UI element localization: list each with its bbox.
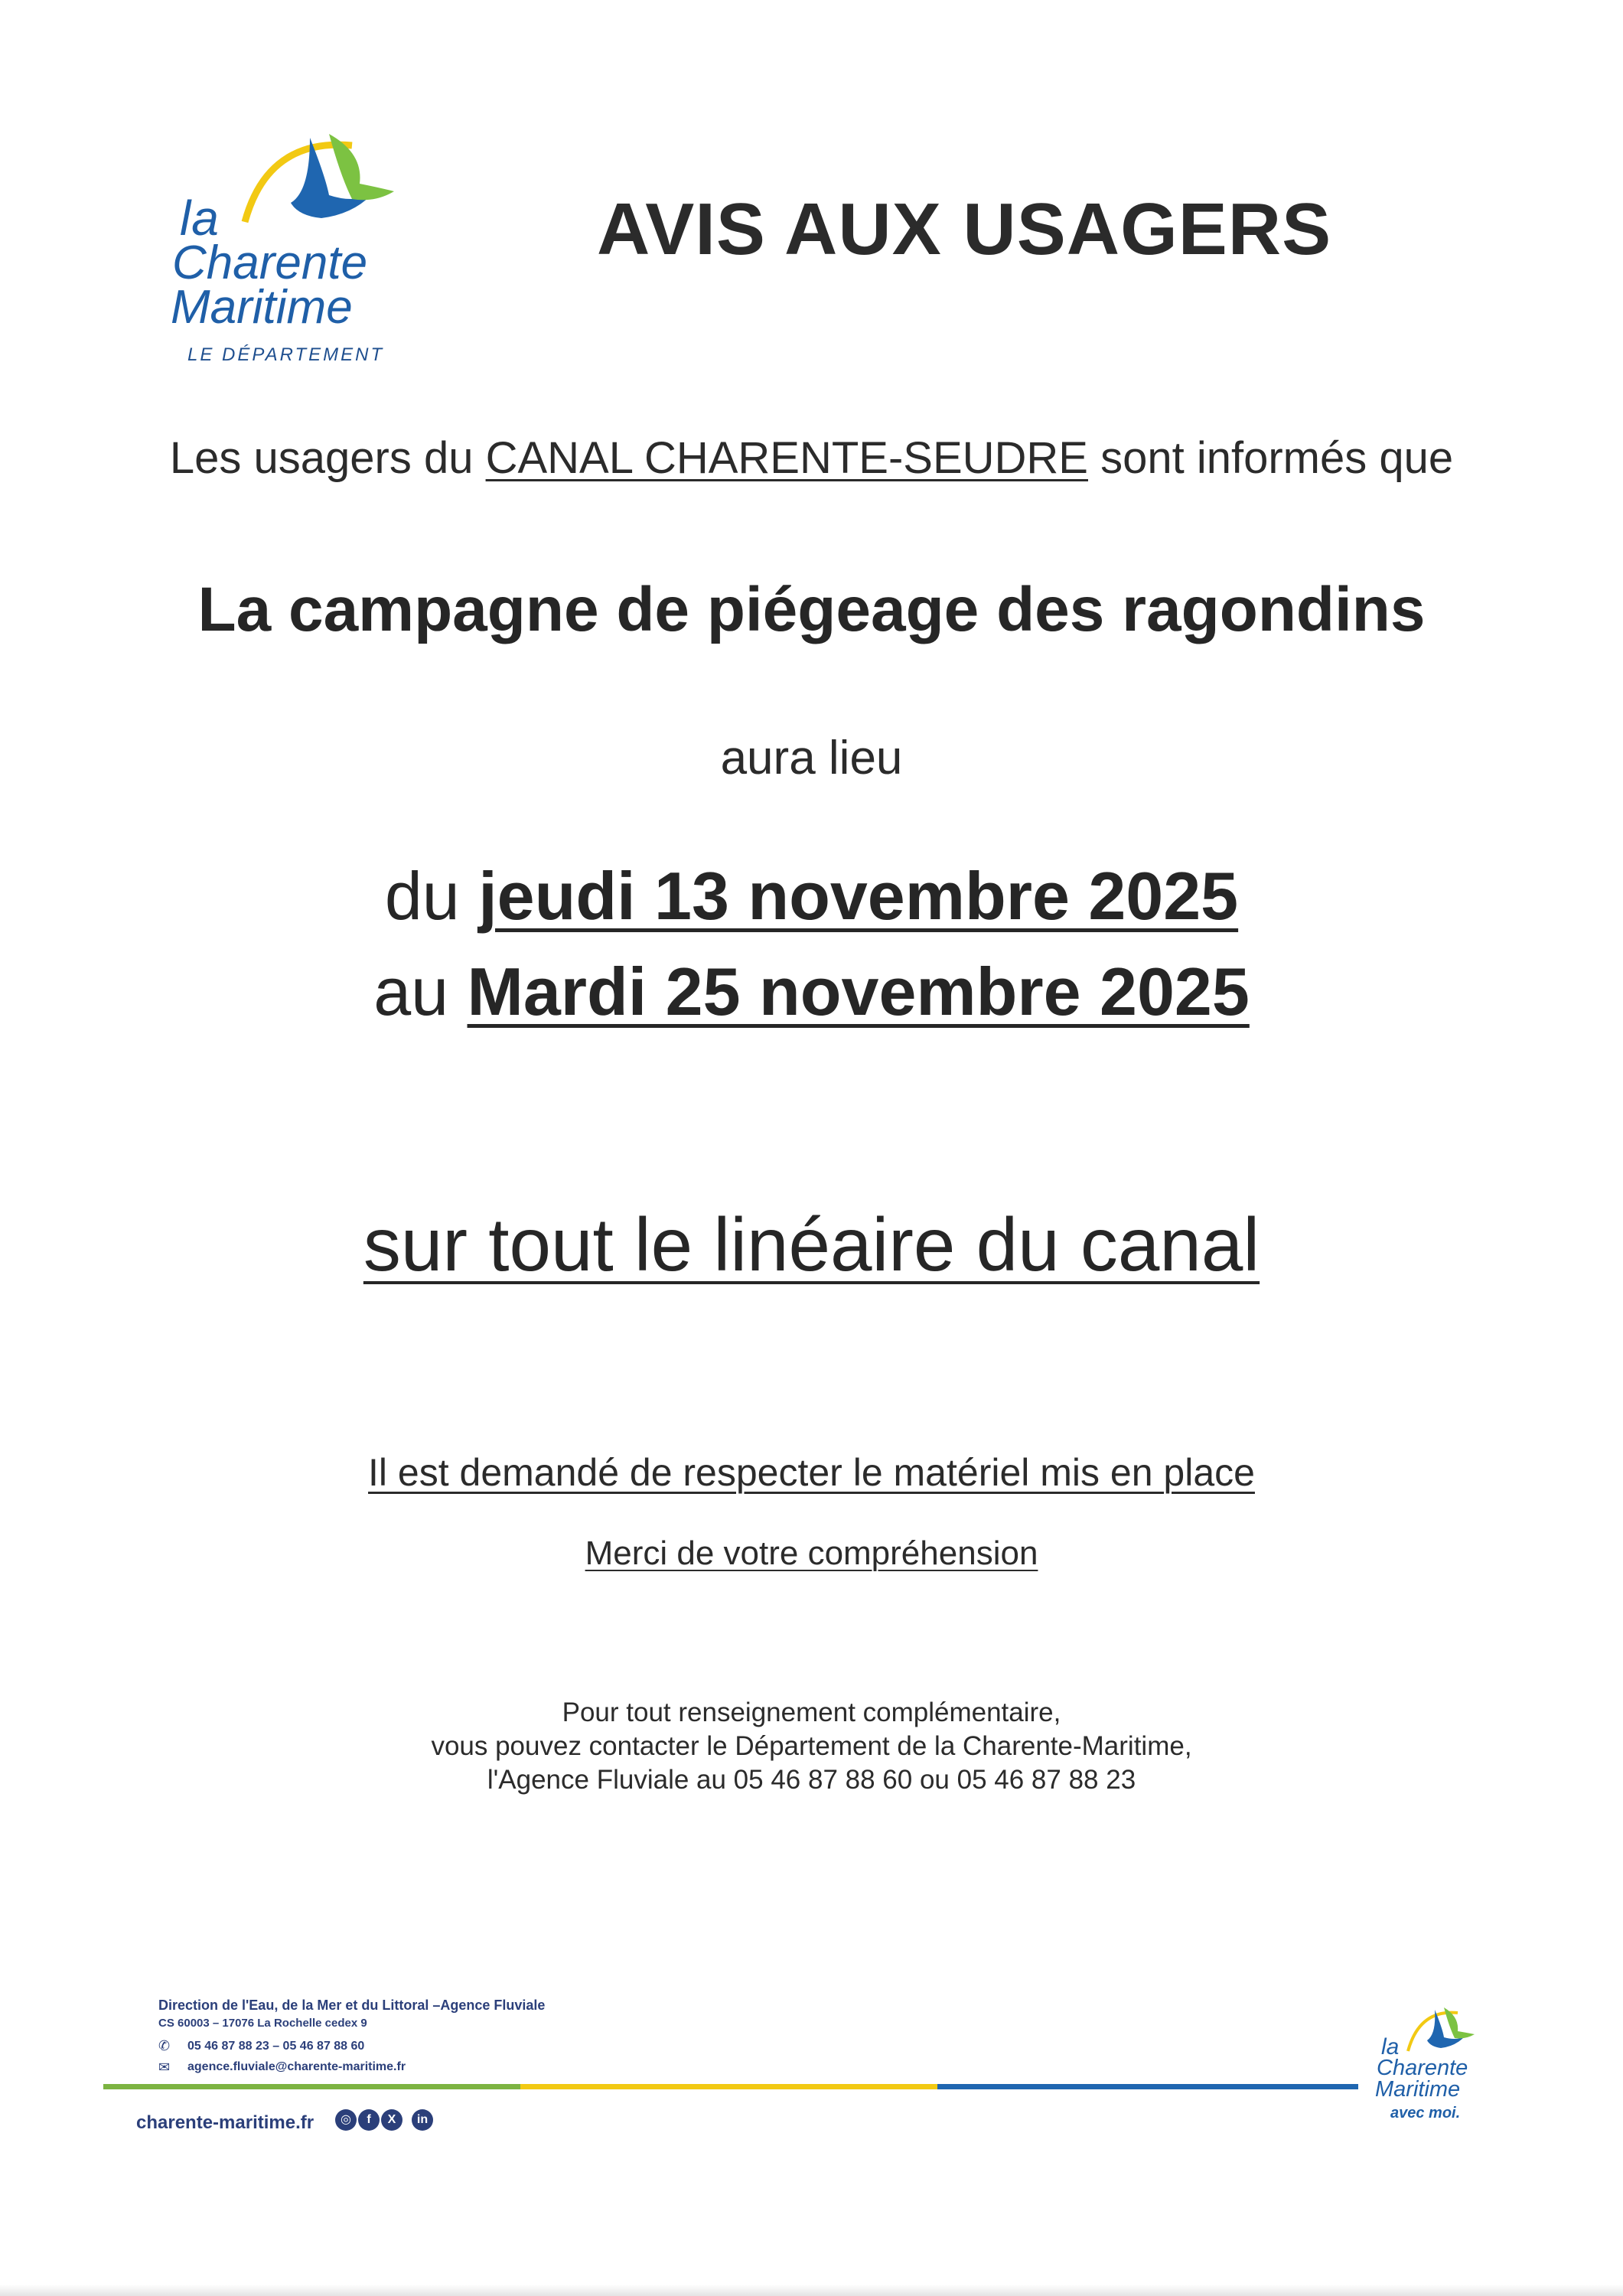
department-logo [165, 130, 425, 375]
footer-direction: Direction de l'Eau, de la Mer et du Littoral –Agence Fluviale [158, 1998, 546, 2013]
date-to-prefix: au [373, 954, 468, 1029]
logo-departement: LE DÉPARTEMENT [187, 344, 385, 365]
bird-logo-small-icon [1404, 2005, 1488, 2059]
footer-color-line [103, 2084, 1358, 2089]
scan-edge [0, 2285, 1623, 2296]
campaign-title: La campagne de piégeage des ragondins [197, 575, 1426, 644]
footer-logo-la: la [1381, 2034, 1400, 2060]
linear-scope: sur tout le linéaire du canal [363, 1202, 1260, 1287]
intro-after: sont informés que [1088, 433, 1454, 483]
contact-line: Pour tout renseignement complémentaire, [562, 1698, 1061, 1727]
logo-maritime: Maritime [171, 281, 353, 334]
intro-before: Les usagers du [169, 433, 486, 483]
linkedin-icon[interactable]: in [412, 2109, 433, 2131]
date-from-prefix: du [384, 858, 479, 934]
aura-lieu: aura lieu [720, 732, 903, 784]
date-to-value: Mardi 25 novembre 2025 [467, 954, 1250, 1029]
intro-line [0, 432, 1623, 484]
bird-logo-icon [237, 130, 421, 245]
phone-icon: ✆ [158, 2038, 171, 2053]
logo-la: la [180, 191, 220, 246]
date-from-value: jeudi 13 novembre 2025 [478, 858, 1239, 934]
mail-icon: ✉ [158, 2060, 171, 2075]
footer-logo-charente: Charente [1377, 2056, 1468, 2080]
x-icon[interactable]: X [381, 2109, 402, 2131]
respect-notice: Il est demandé de respecter le matériel mis en place [368, 1451, 1255, 1494]
canal-name: CANAL CHARENTE-SEUDRE [485, 433, 1088, 483]
footer-logo [1374, 2005, 1511, 2135]
thanks-line: Merci de votre compréhension [585, 1534, 1038, 1572]
footer-logo-tagline: avec moi. [1390, 2105, 1461, 2122]
facebook-icon[interactable]: f [358, 2109, 380, 2131]
footer-phone: 05 46 87 88 23 – 05 46 87 88 60 [187, 2040, 365, 2053]
footer-logo-maritime: Maritime [1375, 2077, 1461, 2102]
contact-line: l'Agence Fluviale au 05 46 87 88 60 ou 05 46 87 88 23 [487, 1765, 1136, 1795]
logo-charente: Charente [172, 236, 368, 289]
date-from [0, 857, 1623, 935]
contact-line: vous pouvez contacter le Département de la Charente-Maritime, [431, 1731, 1192, 1761]
page-title: AVIS AUX USAGERS [597, 188, 1332, 270]
instagram-icon[interactable]: ◎ [335, 2109, 357, 2131]
date-to [0, 953, 1623, 1031]
footer-website[interactable]: charente-maritime.fr [136, 2112, 314, 2133]
footer-email[interactable]: agence.fluviale@charente-maritime.fr [187, 2060, 406, 2073]
footer-address: CS 60003 – 17076 La Rochelle cedex 9 [158, 2017, 367, 2030]
